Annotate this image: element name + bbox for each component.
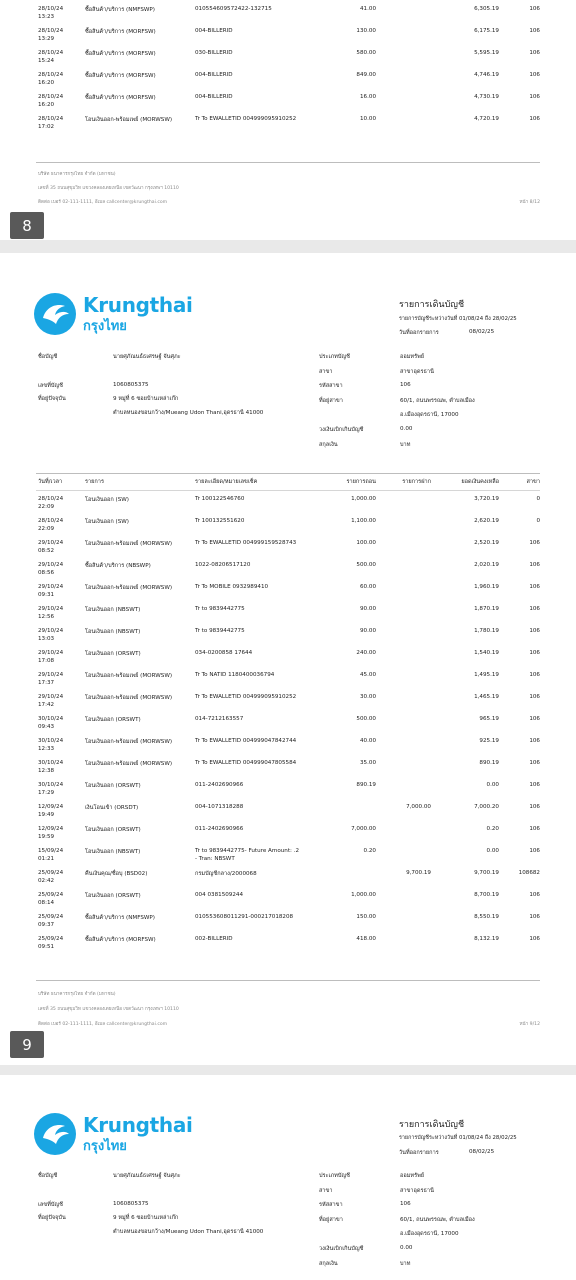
row-balance: 8,132.19 bbox=[474, 936, 499, 942]
table-row bbox=[0, 28, 576, 50]
row-date: 30/10/24 bbox=[38, 738, 64, 744]
row-balance: 2,520.19 bbox=[474, 540, 499, 546]
row-balance: 890.19 bbox=[479, 760, 499, 766]
row-detail: 004-BILLERID bbox=[195, 28, 233, 34]
row-branch: 106 bbox=[529, 94, 540, 100]
row-date: 29/10/24 bbox=[38, 606, 64, 612]
row-balance: 5,595.19 bbox=[474, 50, 499, 56]
statement-title: รายการเดินบัญชี bbox=[399, 1120, 465, 1130]
branch-info-value: ออมทรัพย์ bbox=[400, 354, 425, 360]
branch-info-value: 0.00 bbox=[400, 1245, 413, 1251]
row-balance: 1,465.19 bbox=[474, 694, 499, 700]
row-detail: 011-2402690966 bbox=[195, 782, 244, 788]
account-info-value-extra: ตำบลหนองขอนกว้าง/Mueang Udon Thani,อุดรธานี 41000 bbox=[113, 410, 264, 416]
row-balance: 1,540.19 bbox=[474, 650, 499, 656]
row-withdrawal: 580.00 bbox=[356, 50, 376, 56]
row-detail: 010554609572422-132715 bbox=[195, 6, 272, 12]
column-header: รายละเอียด/หมายเลขเช็ค bbox=[195, 479, 258, 485]
row-branch: 106 bbox=[529, 760, 540, 766]
row-date: 28/10/24 bbox=[38, 6, 64, 12]
row-date: 29/10/24 bbox=[38, 650, 64, 656]
branch-info-value: สาขาอุดรธานี bbox=[400, 368, 434, 375]
row-detail: Tr To EWALLETID 004999095910252 bbox=[195, 116, 297, 122]
row-time: 22:09 bbox=[38, 526, 55, 532]
branch-info-value: บาท bbox=[400, 441, 411, 448]
row-type: ซื้อสินค้า/บริการ (MORFSW) bbox=[85, 73, 156, 79]
row-type: ซื้อสินค้า/บริการ (NMFSWP) bbox=[85, 915, 155, 921]
row-detail: Tr To MOBILE 0932989410 bbox=[195, 584, 269, 590]
row-branch: 106 bbox=[529, 628, 540, 634]
table-row bbox=[0, 738, 576, 760]
row-type: โอนเงินออก (ORSWT) bbox=[85, 717, 141, 723]
table-row bbox=[0, 716, 576, 738]
row-branch: 106 bbox=[529, 584, 540, 590]
row-date: 12/09/24 bbox=[38, 804, 64, 810]
row-type: โอนเงินออก (NBSWT) bbox=[85, 849, 141, 855]
row-date: 12/09/24 bbox=[38, 826, 64, 832]
column-header: สาขา bbox=[526, 479, 540, 485]
table-row bbox=[0, 628, 576, 650]
row-date: 29/10/24 bbox=[38, 694, 64, 700]
row-withdrawal: 849.00 bbox=[356, 72, 376, 78]
table-row bbox=[0, 518, 576, 540]
branch-info-label: สาขา bbox=[319, 1187, 333, 1194]
issue-date-label: วันที่ออกรายการ bbox=[399, 1150, 439, 1156]
row-branch: 106 bbox=[529, 738, 540, 744]
branch-info-label: ที่อยู่สาขา bbox=[319, 397, 343, 404]
table-row bbox=[0, 116, 576, 138]
row-balance: 2,020.19 bbox=[474, 562, 499, 568]
row-withdrawal: 1,000.00 bbox=[351, 892, 376, 898]
page-number: หน้า 8/12 bbox=[519, 200, 540, 205]
statement-page-10 bbox=[0, 1075, 576, 1280]
statement-page-9 bbox=[0, 253, 576, 1065]
row-branch: 106 bbox=[529, 848, 540, 854]
row-detail: 004-1071318288 bbox=[195, 804, 244, 810]
row-time: 08:56 bbox=[38, 570, 55, 576]
branch-info-value: 60/1, ถนนพรรณพ, ตำบลเมือง bbox=[400, 1216, 475, 1223]
page-number: หน้า 9/12 bbox=[519, 1022, 540, 1027]
row-time: 09:43 bbox=[38, 724, 55, 730]
branch-info-label: รหัสสาขา bbox=[319, 1202, 343, 1209]
row-time: 12:33 bbox=[38, 746, 55, 752]
row-branch: 106 bbox=[529, 50, 540, 56]
row-time: 09:31 bbox=[38, 592, 55, 598]
row-detail: 004-BILLERID bbox=[195, 94, 233, 100]
row-time: 13:29 bbox=[38, 36, 55, 42]
row-withdrawal: 240.00 bbox=[356, 650, 376, 656]
branch-info-value: ออมทรัพย์ bbox=[400, 1173, 425, 1179]
account-info-label: เลขที่บัญชี bbox=[38, 1202, 63, 1208]
footer-contact: ติดต่อ เบอร์ 02-111-1111, อีเมล callcenter@krungthai.com bbox=[38, 1022, 168, 1027]
row-detail: 010553608011291-000217018208 bbox=[195, 914, 294, 920]
row-type: โอนเงินออก-พร้อมเพย์ (MORWSW) bbox=[85, 695, 173, 701]
row-withdrawal: 90.00 bbox=[359, 628, 376, 634]
row-type: โอนเงินออก-พร้อมเพย์ (MORWSW) bbox=[85, 541, 173, 547]
row-date: 30/10/24 bbox=[38, 760, 64, 766]
row-withdrawal: 7,000.00 bbox=[351, 826, 376, 832]
row-balance: 3,720.19 bbox=[474, 496, 499, 502]
row-deposit: 7,000.00 bbox=[406, 804, 431, 810]
branch-info-value: สาขาอุดรธานี bbox=[400, 1187, 434, 1194]
row-detail: Tr 100122546760 bbox=[195, 496, 245, 502]
row-time: 17:42 bbox=[38, 702, 55, 708]
row-type: โอนเงินออก (ORSWT) bbox=[85, 651, 141, 657]
row-balance: 9,700.19 bbox=[474, 870, 499, 876]
row-time: 01:21 bbox=[38, 856, 55, 862]
row-balance: 7,000.20 bbox=[474, 804, 499, 810]
row-branch: 106 bbox=[529, 562, 540, 568]
row-withdrawal: 890.19 bbox=[356, 782, 376, 788]
footer-divider bbox=[36, 162, 540, 163]
row-branch: 0 bbox=[536, 518, 540, 524]
row-time: 19:49 bbox=[38, 812, 55, 818]
branch-info-label: สาขา bbox=[319, 368, 333, 375]
row-time: 09:51 bbox=[38, 944, 55, 950]
row-balance: 8,700.19 bbox=[474, 892, 499, 898]
row-time: 16:20 bbox=[38, 102, 55, 108]
row-type: ซื้อสินค้า/บริการ (NBSWP) bbox=[85, 563, 151, 569]
table-row bbox=[0, 6, 576, 28]
table-row bbox=[0, 782, 576, 804]
row-date: 29/10/24 bbox=[38, 672, 64, 678]
row-balance: 4,746.19 bbox=[474, 72, 499, 78]
column-header: รายการ bbox=[85, 479, 104, 485]
row-deposit: 9,700.19 bbox=[406, 870, 431, 876]
footer-address: เลขที่ 35 ถนนสุขุมวิท แขวงคลองเตยเหนือ เขตวัฒนา กรุงเทพฯ 10110 bbox=[38, 1007, 179, 1012]
row-type: ซื้อสินค้า/บริการ (MORFSW) bbox=[85, 51, 156, 57]
table-row bbox=[0, 826, 576, 848]
row-type: โอนเงินออก-พร้อมเพย์ (MORWSW) bbox=[85, 585, 173, 591]
row-time: 08:14 bbox=[38, 900, 55, 906]
row-withdrawal: 41.00 bbox=[359, 6, 376, 12]
table-header-rule bbox=[36, 490, 540, 491]
table-row bbox=[0, 606, 576, 628]
column-header: ยอดเงินคงเหลือ bbox=[461, 479, 499, 485]
row-date: 15/09/24 bbox=[38, 848, 64, 854]
row-type: โอนเงินออก-พร้อมเพย์ (MORWSW) bbox=[85, 761, 173, 767]
row-withdrawal: 30.00 bbox=[359, 694, 376, 700]
row-time: 02:42 bbox=[38, 878, 55, 884]
account-info-label: ชื่อบัญชี bbox=[38, 1173, 58, 1179]
statement-period: รายการบัญชีระหว่างวันที่ 01/08/24 ถึง 28/02/25 bbox=[399, 316, 517, 322]
row-balance: 0.20 bbox=[486, 826, 499, 832]
row-date: 25/09/24 bbox=[38, 936, 64, 942]
branch-info-label: ประเภทบัญชี bbox=[319, 1173, 350, 1179]
row-type: ซื้อสินค้า/บริการ (MORFSW) bbox=[85, 95, 156, 101]
row-detail: Tr To EWALLETID 004999159528743 bbox=[195, 540, 297, 546]
row-branch: 106 bbox=[529, 936, 540, 942]
account-info-value: 9 หมู่ที่ 6 ซอยบ้านเหล่าเก๊ก bbox=[113, 396, 179, 402]
account-info-value: 1060805375 bbox=[113, 1201, 149, 1207]
row-branch: 106 bbox=[529, 672, 540, 678]
bird-emblem-icon bbox=[34, 1113, 76, 1155]
branch-info-label: วงเงินเบิกเกินบัญชี bbox=[319, 1246, 364, 1252]
row-time: 17:29 bbox=[38, 790, 55, 796]
row-detail: 030-BILLERID bbox=[195, 50, 233, 56]
row-time: 08:52 bbox=[38, 548, 55, 554]
issue-date-value: 08/02/25 bbox=[469, 1149, 495, 1155]
page-badge[interactable]: 8 bbox=[10, 212, 44, 239]
row-type: โอนเงินออก (NBSWT) bbox=[85, 629, 141, 635]
row-detail: 004-BILLERID bbox=[195, 72, 233, 78]
row-detail: Tr To EWALLETID 004999047842744 bbox=[195, 738, 297, 744]
row-withdrawal: 45.00 bbox=[359, 672, 376, 678]
account-info-value: 9 หมู่ที่ 6 ซอยบ้านเหล่าเก๊ก bbox=[113, 1215, 179, 1221]
account-info-value: นายศุภัณนธ์ธเศรษฐ์ จันศุภะ bbox=[113, 1173, 181, 1179]
row-balance: 1,495.19 bbox=[474, 672, 499, 678]
row-time: 17:08 bbox=[38, 658, 55, 664]
table-row bbox=[0, 892, 576, 914]
row-detail: Tr to 9839442775 bbox=[195, 628, 245, 634]
account-info-value-extra: ตำบลหนองขอนกว้าง/Mueang Udon Thani,อุดรธานี 41000 bbox=[113, 1229, 264, 1235]
branch-info-value: อ.เมืองอุดรธานี, 17000 bbox=[400, 1231, 459, 1238]
table-row bbox=[0, 914, 576, 936]
table-row bbox=[0, 94, 576, 116]
column-header: รายการถอน bbox=[346, 479, 376, 485]
row-balance: 8,550.19 bbox=[474, 914, 499, 920]
row-branch: 106 bbox=[529, 28, 540, 34]
row-time: 13:23 bbox=[38, 14, 55, 20]
row-date: 28/10/24 bbox=[38, 496, 64, 502]
row-type: โอนเงินออก-พร้อมเพย์ (MORWSW) bbox=[85, 673, 173, 679]
row-branch: 106 bbox=[529, 782, 540, 788]
logo-text-en: Krungthai bbox=[83, 293, 193, 317]
row-date: 25/09/24 bbox=[38, 870, 64, 876]
row-detail: กรมบัญชีกลาง/2000068 bbox=[195, 871, 257, 877]
branch-info-label: ที่อยู่สาขา bbox=[319, 1216, 343, 1223]
row-type: ซื้อสินค้า/บริการ (NMFSWP) bbox=[85, 7, 155, 13]
row-time: 16:20 bbox=[38, 80, 55, 86]
row-time: 17:37 bbox=[38, 680, 55, 686]
row-detail: 1022-08206517120 bbox=[195, 562, 251, 568]
row-type: โอนเงินออก (SW) bbox=[85, 497, 129, 503]
row-type: โอนเงินออก (SW) bbox=[85, 519, 129, 525]
row-date: 28/10/24 bbox=[38, 50, 64, 56]
row-branch: 106 bbox=[529, 804, 540, 810]
table-row bbox=[0, 540, 576, 562]
row-balance: 1,870.19 bbox=[474, 606, 499, 612]
statement-period: รายการบัญชีระหว่างวันที่ 01/08/24 ถึง 28/02/25 bbox=[399, 1135, 517, 1141]
table-row bbox=[0, 870, 576, 892]
statement-page-8 bbox=[0, 0, 576, 240]
table-row bbox=[0, 804, 576, 826]
row-withdrawal: 1,100.00 bbox=[351, 518, 376, 524]
row-withdrawal: 100.00 bbox=[356, 540, 376, 546]
branch-info-value: 106 bbox=[400, 382, 411, 389]
table-row bbox=[0, 584, 576, 606]
row-withdrawal: 16.00 bbox=[359, 94, 376, 100]
row-type: โอนเงินออก-พร้อมเพย์ (MORWSW) bbox=[85, 117, 173, 123]
row-balance: 925.19 bbox=[479, 738, 499, 744]
footer-company: บริษัท ธนาคารกรุงไทย จำกัด (มหาชน) bbox=[38, 992, 116, 997]
bird-emblem-icon bbox=[34, 293, 76, 335]
row-type: ซื้อสินค้า/บริการ (MORFSW) bbox=[85, 29, 156, 35]
row-branch: 106 bbox=[529, 892, 540, 898]
row-type: โอนเงินออก-พร้อมเพย์ (MORWSW) bbox=[85, 739, 173, 745]
logo-text-en: Krungthai bbox=[83, 1113, 193, 1137]
account-info-label: ที่อยู่ปัจจุบัน bbox=[38, 396, 66, 402]
row-date: 29/10/24 bbox=[38, 562, 64, 568]
table-row bbox=[0, 650, 576, 672]
row-withdrawal: 500.00 bbox=[356, 716, 376, 722]
row-withdrawal: 130.00 bbox=[356, 28, 376, 34]
footer-divider bbox=[36, 980, 540, 981]
row-type: โอนเงินออก (ORSWT) bbox=[85, 827, 141, 833]
row-detail-extra: - Tran: NBSWT bbox=[195, 856, 235, 862]
row-branch: 106 bbox=[529, 826, 540, 832]
row-balance: 1,780.19 bbox=[474, 628, 499, 634]
row-branch: 108682 bbox=[518, 870, 540, 876]
page-badge[interactable]: 9 bbox=[10, 1031, 44, 1058]
row-date: 30/10/24 bbox=[38, 782, 64, 788]
row-detail: 011-2402690966 bbox=[195, 826, 244, 832]
row-withdrawal: 500.00 bbox=[356, 562, 376, 568]
row-branch: 0 bbox=[536, 496, 540, 502]
row-detail: 004 0381509244 bbox=[195, 892, 244, 898]
row-withdrawal: 418.00 bbox=[356, 936, 376, 942]
row-balance: 0.00 bbox=[486, 848, 499, 854]
branch-info-label: สกุลเงิน bbox=[319, 1260, 338, 1267]
account-info-label: เลขที่บัญชี bbox=[38, 383, 63, 389]
branch-info-value: อ.เมืองอุดรธานี, 17000 bbox=[400, 412, 459, 419]
row-date: 25/09/24 bbox=[38, 914, 64, 920]
row-date: 29/10/24 bbox=[38, 584, 64, 590]
row-detail: Tr to 9839442775- Future Amount: .2 bbox=[195, 848, 300, 854]
row-branch: 106 bbox=[529, 716, 540, 722]
row-detail: Tr To EWALLETID 004999047805584 bbox=[195, 760, 297, 766]
row-withdrawal: 150.00 bbox=[356, 914, 376, 920]
row-time: 19:59 bbox=[38, 834, 55, 840]
row-date: 25/09/24 bbox=[38, 892, 64, 898]
branch-info-label: รหัสสาขา bbox=[319, 383, 343, 390]
column-header: รายการฝาก bbox=[402, 479, 431, 485]
row-branch: 106 bbox=[529, 650, 540, 656]
table-row bbox=[0, 562, 576, 584]
row-time: 22:09 bbox=[38, 504, 55, 510]
row-detail: 034-0200858 17644 bbox=[195, 650, 253, 656]
branch-info-value: บาท bbox=[400, 1260, 411, 1267]
table-top-rule bbox=[36, 473, 540, 474]
branch-info-value: 106 bbox=[400, 1201, 411, 1208]
row-branch: 106 bbox=[529, 694, 540, 700]
row-withdrawal: 90.00 bbox=[359, 606, 376, 612]
row-detail: 002-BILLERID bbox=[195, 936, 233, 942]
row-date: 28/10/24 bbox=[38, 94, 64, 100]
row-time: 13:03 bbox=[38, 636, 55, 642]
row-withdrawal: 40.00 bbox=[359, 738, 376, 744]
table-row bbox=[0, 848, 576, 870]
row-time: 15:24 bbox=[38, 58, 55, 64]
table-row bbox=[0, 672, 576, 694]
row-type: ซื้อสินค้า/บริการ (MORFSW) bbox=[85, 937, 156, 943]
row-balance: 6,175.19 bbox=[474, 28, 499, 34]
footer-contact: ติดต่อ เบอร์ 02-111-1111, อีเมล callcenter@krungthai.com bbox=[38, 200, 168, 205]
branch-info-label: ประเภทบัญชี bbox=[319, 354, 350, 360]
table-row bbox=[0, 694, 576, 716]
row-withdrawal: 60.00 bbox=[359, 584, 376, 590]
row-withdrawal: 1,000.00 bbox=[351, 496, 376, 502]
row-time: 09:37 bbox=[38, 922, 55, 928]
table-row bbox=[0, 72, 576, 94]
row-date: 28/10/24 bbox=[38, 72, 64, 78]
table-row bbox=[0, 936, 576, 958]
row-date: 28/10/24 bbox=[38, 116, 64, 122]
branch-info-label: วงเงินเบิกเกินบัญชี bbox=[319, 427, 364, 433]
logo-text-th: กรุงไทย bbox=[83, 1139, 127, 1154]
row-type: เงินโอนเข้า (ORSDT) bbox=[85, 805, 139, 811]
row-balance: 1,960.19 bbox=[474, 584, 499, 590]
row-date: 28/10/24 bbox=[38, 28, 64, 34]
row-date: 30/10/24 bbox=[38, 716, 64, 722]
row-branch: 106 bbox=[529, 914, 540, 920]
row-balance: 965.19 bbox=[479, 716, 499, 722]
row-balance: 2,620.19 bbox=[474, 518, 499, 524]
row-type: โอนเงินออก (ORSWT) bbox=[85, 893, 141, 899]
row-time: 17:02 bbox=[38, 124, 55, 130]
row-branch: 106 bbox=[529, 116, 540, 122]
row-detail: 014-7212163557 bbox=[195, 716, 244, 722]
logo-text-th: กรุงไทย bbox=[83, 319, 127, 334]
row-date: 29/10/24 bbox=[38, 540, 64, 546]
row-balance: 6,305.19 bbox=[474, 6, 499, 12]
row-time: 12:56 bbox=[38, 614, 55, 620]
issue-date-label: วันที่ออกรายการ bbox=[399, 330, 439, 336]
column-header: วันที่/เวลา bbox=[38, 479, 63, 485]
row-branch: 106 bbox=[529, 6, 540, 12]
footer-company: บริษัท ธนาคารกรุงไทย จำกัด (มหาชน) bbox=[38, 172, 116, 177]
row-type: คืนเงินคุณ/ชื่อบุ (BSD02) bbox=[85, 871, 148, 877]
row-balance: 4,720.19 bbox=[474, 116, 499, 122]
row-branch: 106 bbox=[529, 540, 540, 546]
branch-info-value: 60/1, ถนนพรรณพ, ตำบลเมือง bbox=[400, 397, 475, 404]
row-detail: Tr 100132551620 bbox=[195, 518, 245, 524]
row-detail: Tr To EWALLETID 004999095910252 bbox=[195, 694, 297, 700]
account-info-value: นายศุภัณนธ์ธเศรษฐ์ จันศุภะ bbox=[113, 354, 181, 360]
issue-date-value: 08/02/25 bbox=[469, 329, 495, 335]
row-type: โอนเงินออก (NBSWT) bbox=[85, 607, 141, 613]
footer-address: เลขที่ 35 ถนนสุขุมวิท แขวงคลองเตยเหนือ เขตวัฒนา กรุงเทพฯ 10110 bbox=[38, 186, 179, 191]
row-detail: Tr to 9839442775 bbox=[195, 606, 245, 612]
branch-info-value: 0.00 bbox=[400, 426, 413, 432]
row-date: 29/10/24 bbox=[38, 628, 64, 634]
statement-title: รายการเดินบัญชี bbox=[399, 300, 465, 310]
row-date: 28/10/24 bbox=[38, 518, 64, 524]
row-withdrawal: 0.20 bbox=[363, 848, 376, 854]
table-row bbox=[0, 760, 576, 782]
row-time: 12:38 bbox=[38, 768, 55, 774]
account-info-label: ชื่อบัญชี bbox=[38, 354, 58, 360]
row-branch: 106 bbox=[529, 72, 540, 78]
krungthai-logo bbox=[34, 293, 193, 337]
branch-info-label: สกุลเงิน bbox=[319, 441, 338, 448]
row-type: โอนเงินออก (ORSWT) bbox=[85, 783, 141, 789]
table-row bbox=[0, 50, 576, 72]
account-info-label: ที่อยู่ปัจจุบัน bbox=[38, 1215, 66, 1221]
row-withdrawal: 35.00 bbox=[359, 760, 376, 766]
account-info-value: 1060805375 bbox=[113, 382, 149, 388]
row-detail: Tr To NATID 1180400036794 bbox=[195, 672, 275, 678]
row-balance: 0.00 bbox=[486, 782, 499, 788]
table-row bbox=[0, 496, 576, 518]
row-branch: 106 bbox=[529, 606, 540, 612]
krungthai-logo bbox=[34, 1113, 193, 1157]
row-balance: 4,730.19 bbox=[474, 94, 499, 100]
row-withdrawal: 10.00 bbox=[359, 116, 376, 122]
